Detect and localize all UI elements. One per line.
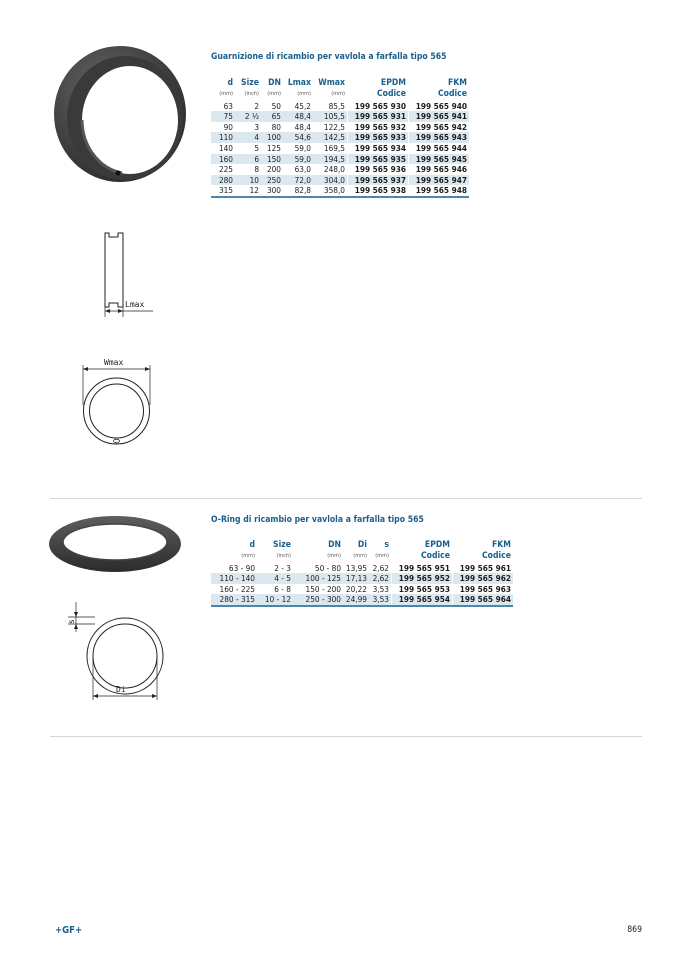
table-cell: 59,0 [294, 142, 311, 153]
di-dimension-label: Di [116, 685, 126, 694]
table-cell: 65 [261, 111, 283, 122]
table-cell: 3,53 [372, 583, 389, 594]
table-cell: 199 565 953 [398, 583, 450, 594]
col-unit: Codice [482, 550, 511, 561]
wmax-dimension-label: Wmax [104, 358, 124, 367]
table-cell: 45,2 [294, 100, 311, 111]
col-header: d [227, 78, 233, 88]
table-cell: 199 565 952 [392, 573, 452, 584]
table-cell: 169,5 [323, 142, 345, 153]
col-header: Di [357, 540, 367, 550]
col-unit: (inch) [244, 90, 259, 97]
table-cell: 199 565 962 [453, 573, 513, 584]
table-cell: 194,5 [313, 154, 347, 165]
table-cell: 8 [254, 164, 259, 175]
table-cell: 3 [254, 121, 259, 132]
col-header: Lmax [287, 78, 311, 88]
table-cell: 199 565 937 [348, 175, 408, 186]
table-cell: 50 [271, 100, 281, 111]
table-cell: 199 565 932 [354, 121, 406, 132]
table-cell: 10 [235, 175, 261, 186]
table-cell: 12 [235, 185, 261, 197]
col-header: s [384, 540, 389, 550]
table-cell: 250 [261, 175, 283, 186]
table-cell: 80 [271, 121, 281, 132]
table-cell: 50 - 80 [314, 562, 341, 573]
oring-product-image [47, 514, 187, 584]
table-cell: 6 [235, 154, 261, 165]
table-cell: 199 565 948 [409, 185, 469, 197]
table-cell: 150 [261, 154, 283, 165]
table-cell: 20,22 [345, 583, 367, 594]
table-cell: 160 [211, 154, 235, 165]
seal-table-title: Guarnizione di ricambio per vavlola a farfalla tipo 565 [211, 52, 447, 62]
col-unit: (mm) [353, 552, 367, 559]
table-cell: 100 - 125 [293, 573, 343, 584]
table-cell: 199 565 951 [398, 562, 450, 573]
table-cell: 199 565 936 [354, 164, 406, 175]
table-cell: 13,95 [345, 562, 367, 573]
table-cell: 199 565 944 [415, 142, 467, 153]
col-unit: (mm) [267, 90, 281, 97]
table-cell: 315 [211, 185, 235, 197]
table-cell: 63 [223, 100, 233, 111]
table-cell: 140 [218, 142, 233, 153]
table-cell: 199 565 933 [348, 132, 408, 143]
oring-spec-table [211, 540, 513, 607]
seal-side-drawing [95, 225, 175, 325]
table-cell: 110 [211, 132, 235, 143]
col-unit: (mm) [219, 90, 233, 97]
table-cell: 304,0 [313, 175, 347, 186]
table-cell: 54,6 [283, 132, 313, 143]
col-unit: (mm) [297, 90, 311, 97]
seal-product-image [45, 42, 195, 192]
table-cell: 300 [261, 185, 283, 197]
table-cell: 248,0 [323, 164, 345, 175]
col-unit: (mm) [241, 552, 255, 559]
oring-table-title: O-Ring di ricambio per vavlola a farfalla tipo 565 [211, 515, 424, 525]
table-cell: 72,0 [283, 175, 313, 186]
table-cell: 63 - 90 [228, 562, 255, 573]
gf-logo: +GF+ [55, 925, 83, 936]
table-cell: 199 565 934 [354, 142, 406, 153]
table-cell: 48,4 [283, 111, 313, 122]
table-cell: 100 [261, 132, 283, 143]
table-cell: 280 [211, 175, 235, 186]
table-cell: 199 565 946 [415, 164, 467, 175]
table-cell: 2 - 3 [274, 562, 291, 573]
col-unit: (mm) [375, 552, 389, 559]
table-cell: 199 565 931 [348, 111, 408, 122]
col-header: DN [268, 78, 281, 88]
col-header: Size [241, 78, 259, 88]
table-cell: 200 [266, 164, 281, 175]
col-header: EPDM [380, 78, 406, 88]
table-cell: 17,13 [343, 573, 369, 584]
table-cell: 2 ½ [235, 111, 261, 122]
table-cell: 225 [218, 164, 233, 175]
table-cell: 199 565 963 [459, 583, 511, 594]
col-header: Size [273, 540, 291, 550]
col-unit: (mm) [331, 90, 345, 97]
col-header: EPDM [424, 540, 450, 550]
page-number: 869 [627, 925, 642, 935]
table-cell: 122,5 [323, 121, 345, 132]
table-cell: 10 - 12 [257, 594, 293, 606]
table-cell: 3,53 [369, 594, 391, 606]
table-cell: 250 - 300 [293, 594, 343, 606]
table-cell: 199 565 945 [409, 154, 469, 165]
table-cell: 4 [235, 132, 261, 143]
oring-drawing [65, 600, 165, 710]
table-cell: 150 - 200 [305, 583, 341, 594]
col-unit: Codice [421, 550, 450, 561]
table-cell: 199 565 942 [415, 121, 467, 132]
s-dimension-label: s [67, 619, 76, 624]
table-cell: 63,0 [294, 164, 311, 175]
table-cell: 358,0 [313, 185, 347, 197]
table-cell: 48,4 [294, 121, 311, 132]
table-cell: 59,0 [283, 154, 313, 165]
table-cell: 280 - 315 [211, 594, 257, 606]
table-cell: 105,5 [313, 111, 347, 122]
table-cell: 85,5 [328, 100, 345, 111]
table-cell: 160 - 225 [219, 583, 255, 594]
table-cell: 199 565 941 [409, 111, 469, 122]
col-unit: (inch) [276, 552, 291, 559]
col-header: DN [328, 540, 341, 550]
table-cell: 5 [254, 142, 259, 153]
table-cell: 199 565 940 [415, 100, 467, 111]
table-cell: 199 565 930 [354, 100, 406, 111]
table-cell: 82,8 [283, 185, 313, 197]
table-cell: 125 [266, 142, 281, 153]
table-cell: 199 565 943 [409, 132, 469, 143]
section-divider [50, 498, 642, 499]
table-cell: 110 - 140 [211, 573, 257, 584]
table-cell: 199 565 935 [348, 154, 408, 165]
table-cell: 4 - 5 [257, 573, 293, 584]
table-cell: 199 565 961 [459, 562, 511, 573]
table-cell: 2,62 [369, 573, 391, 584]
table-cell: 199 565 938 [348, 185, 408, 197]
table-cell: 2 [254, 100, 259, 111]
col-header: Wmax [318, 78, 345, 88]
col-header: FKM [492, 540, 511, 550]
col-unit: (mm) [327, 552, 341, 559]
table-cell: 199 565 954 [392, 594, 452, 606]
lmax-dimension-label: Lmax [125, 300, 145, 309]
table-cell: 24,99 [343, 594, 369, 606]
table-cell: 199 565 947 [409, 175, 469, 186]
col-header: d [249, 540, 255, 550]
seal-spec-table [211, 78, 469, 198]
table-cell: 2,62 [372, 562, 389, 573]
table-cell: 75 [211, 111, 235, 122]
table-cell: 142,5 [313, 132, 347, 143]
col-unit: Codice [377, 88, 406, 99]
table-cell: 90 [223, 121, 233, 132]
seal-front-drawing [78, 355, 168, 455]
section-divider [50, 736, 642, 737]
col-unit: Codice [438, 88, 467, 99]
col-header: FKM [448, 78, 467, 88]
table-cell: 6 - 8 [274, 583, 291, 594]
table-cell: 199 565 964 [453, 594, 513, 606]
